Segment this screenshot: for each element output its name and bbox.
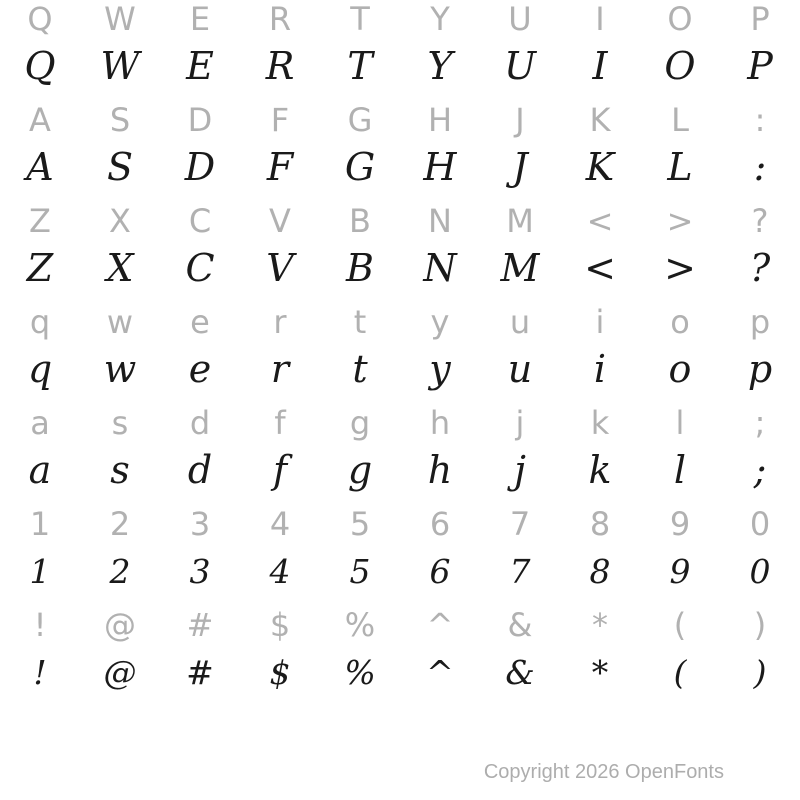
reference-glyph-row	[0, 303, 800, 341]
glyph-cell: 7	[509, 551, 531, 591]
glyph-cell: p	[749, 303, 771, 341]
glyph-cell: H	[427, 101, 453, 139]
glyph-cell: H	[423, 145, 457, 189]
glyph-cell: #	[186, 606, 214, 644]
glyph-cell: t	[352, 347, 368, 391]
glyph-cell: (	[673, 652, 687, 692]
glyph-cell: %	[344, 606, 376, 644]
glyph-cell: %	[344, 652, 376, 692]
glyph-cell: <	[584, 246, 616, 290]
glyph-cell: T	[350, 0, 370, 38]
glyph-cell: 6	[429, 505, 451, 543]
glyph-cell: &	[505, 652, 535, 692]
script-glyph-row	[0, 442, 800, 498]
glyph-cell: @	[104, 606, 136, 644]
glyph-cell: )	[753, 606, 767, 644]
glyph-cell: q	[27, 347, 53, 391]
glyph-cell: y	[429, 347, 451, 391]
glyph-cell: Q	[24, 44, 56, 88]
glyph-cell: e	[188, 347, 212, 391]
glyph-cell: J	[515, 101, 525, 139]
script-glyph-row	[0, 240, 800, 296]
glyph-cell: 2	[109, 505, 131, 543]
glyph-cell: W	[100, 44, 140, 88]
glyph-cell: A	[29, 101, 51, 139]
glyph-cell: E	[189, 0, 211, 38]
glyph-cell: K	[585, 145, 615, 189]
glyph-cell: s	[110, 448, 130, 492]
glyph-cell: o	[670, 303, 690, 341]
glyph-cell: !	[33, 606, 47, 644]
glyph-cell: >	[664, 246, 696, 290]
glyph-cell: Y	[430, 0, 450, 38]
glyph-cell: j	[514, 448, 526, 492]
glyph-cell: 4	[269, 505, 291, 543]
glyph-cell: S	[109, 101, 131, 139]
glyph-cell: C	[185, 246, 215, 290]
reference-glyph-row	[0, 0, 800, 38]
glyph-cell: $	[269, 652, 291, 692]
glyph-cell: $	[269, 606, 291, 644]
glyph-cell: X	[109, 202, 131, 240]
glyph-cell: 3	[189, 551, 211, 591]
glyph-cell: q	[29, 303, 51, 341]
glyph-cell: ;	[754, 404, 766, 442]
glyph-cell: :	[754, 101, 766, 139]
glyph-cell: J	[512, 145, 528, 189]
glyph-cell: W	[104, 0, 136, 38]
glyph-cell: U	[508, 0, 532, 38]
script-glyph-row	[0, 341, 800, 397]
glyph-cell: &	[507, 606, 533, 644]
glyph-cell: i	[595, 303, 605, 341]
glyph-cell: <	[586, 202, 614, 240]
glyph-cell: u	[507, 347, 533, 391]
glyph-cell: C	[188, 202, 212, 240]
glyph-cell: e	[190, 303, 210, 341]
glyph-cell: D	[187, 101, 213, 139]
glyph-cell: B	[346, 246, 374, 290]
glyph-cell: *	[592, 606, 608, 644]
glyph-cell: N	[423, 246, 457, 290]
glyph-cell: S	[106, 145, 134, 189]
glyph-cell: l	[673, 448, 687, 492]
glyph-cell: 6	[429, 551, 451, 591]
glyph-cell: (	[673, 606, 687, 644]
glyph-cell: g	[347, 448, 373, 492]
glyph-cell: Z	[26, 246, 54, 290]
glyph-cell: k	[588, 448, 612, 492]
glyph-cell: *	[591, 652, 609, 692]
glyph-cell: V	[266, 246, 294, 290]
glyph-cell: Z	[29, 202, 51, 240]
glyph-cell: Q	[27, 0, 53, 38]
glyph-cell: y	[430, 303, 450, 341]
glyph-cell: O	[664, 44, 696, 88]
glyph-cell: 5	[349, 551, 371, 591]
glyph-cell: >	[666, 202, 694, 240]
glyph-cell: s	[111, 404, 129, 442]
glyph-cell: U	[503, 44, 537, 88]
glyph-cell: )	[753, 652, 767, 692]
glyph-cell: I	[595, 0, 605, 38]
glyph-cell: k	[590, 404, 610, 442]
reference-glyph-row	[0, 505, 800, 543]
glyph-cell: M	[500, 246, 540, 290]
glyph-cell: d	[189, 404, 211, 442]
glyph-cell: I	[592, 44, 608, 88]
glyph-cell: o	[668, 347, 692, 391]
glyph-cell: R	[265, 44, 295, 88]
glyph-cell: T	[347, 44, 373, 88]
glyph-cell: F	[266, 145, 294, 189]
glyph-cell: 8	[589, 505, 611, 543]
glyph-cell: @	[103, 652, 137, 692]
glyph-cell: 1	[29, 551, 51, 591]
glyph-cell: ^	[426, 606, 454, 644]
glyph-cell: ^	[426, 652, 454, 692]
reference-glyph-row	[0, 202, 800, 240]
glyph-cell: 7	[509, 505, 531, 543]
glyph-cell: w	[106, 303, 134, 341]
glyph-cell: L	[667, 145, 693, 189]
glyph-cell: f	[274, 404, 286, 442]
glyph-cell: a	[30, 404, 50, 442]
glyph-cell: D	[184, 145, 216, 189]
glyph-cell: N	[428, 202, 452, 240]
glyph-cell: t	[353, 303, 367, 341]
glyph-cell: P	[747, 44, 773, 88]
glyph-cell: 0	[749, 551, 771, 591]
glyph-cell: L	[671, 101, 689, 139]
glyph-cell: P	[750, 0, 770, 38]
glyph-cell: ;	[753, 448, 767, 492]
glyph-cell: !	[33, 652, 47, 692]
glyph-cell: :	[753, 145, 767, 189]
glyph-cell: G	[344, 145, 376, 189]
glyph-cell: ?	[749, 246, 771, 290]
glyph-cell: K	[589, 101, 611, 139]
glyph-cell: p	[747, 347, 773, 391]
glyph-cell: i	[593, 347, 607, 391]
glyph-cell: 8	[589, 551, 611, 591]
glyph-cell: a	[28, 448, 52, 492]
glyph-cell: u	[509, 303, 531, 341]
glyph-cell: F	[270, 101, 290, 139]
script-glyph-row	[0, 139, 800, 195]
glyph-cell: 9	[669, 551, 691, 591]
glyph-cell: A	[26, 145, 54, 189]
glyph-cell: 1	[29, 505, 51, 543]
reference-glyph-row	[0, 606, 800, 644]
glyph-cell: G	[347, 101, 373, 139]
glyph-cell: h	[429, 404, 451, 442]
reference-glyph-row	[0, 101, 800, 139]
copyright-watermark: Copyright 2026 OpenFonts	[483, 761, 724, 783]
glyph-cell: X	[106, 246, 134, 290]
script-glyph-row	[0, 38, 800, 94]
glyph-cell: r	[273, 303, 287, 341]
glyph-cell: 9	[669, 505, 691, 543]
glyph-cell: w	[103, 347, 137, 391]
script-glyph-row	[0, 543, 800, 599]
glyph-cell: 2	[109, 551, 131, 591]
glyph-cell: j	[515, 404, 525, 442]
glyph-cell: l	[675, 404, 685, 442]
glyph-cell: ?	[751, 202, 769, 240]
glyph-cell: E	[186, 44, 214, 88]
glyph-cell: f	[272, 448, 288, 492]
glyph-cell: O	[667, 0, 693, 38]
glyph-cell: 0	[749, 505, 771, 543]
script-glyph-row	[0, 644, 800, 700]
glyph-cell: M	[506, 202, 534, 240]
glyph-cell: 5	[349, 505, 371, 543]
glyph-cell: g	[349, 404, 371, 442]
glyph-cell: B	[349, 202, 371, 240]
glyph-cell: h	[427, 448, 453, 492]
glyph-cell: r	[270, 347, 290, 391]
glyph-cell: V	[269, 202, 291, 240]
glyph-cell: Y	[427, 44, 453, 88]
glyph-cell: 4	[269, 551, 291, 591]
glyph-cell: #	[186, 652, 214, 692]
reference-glyph-row	[0, 404, 800, 442]
glyph-cell: 3	[189, 505, 211, 543]
glyph-cell: d	[187, 448, 213, 492]
glyph-cell: R	[268, 0, 292, 38]
